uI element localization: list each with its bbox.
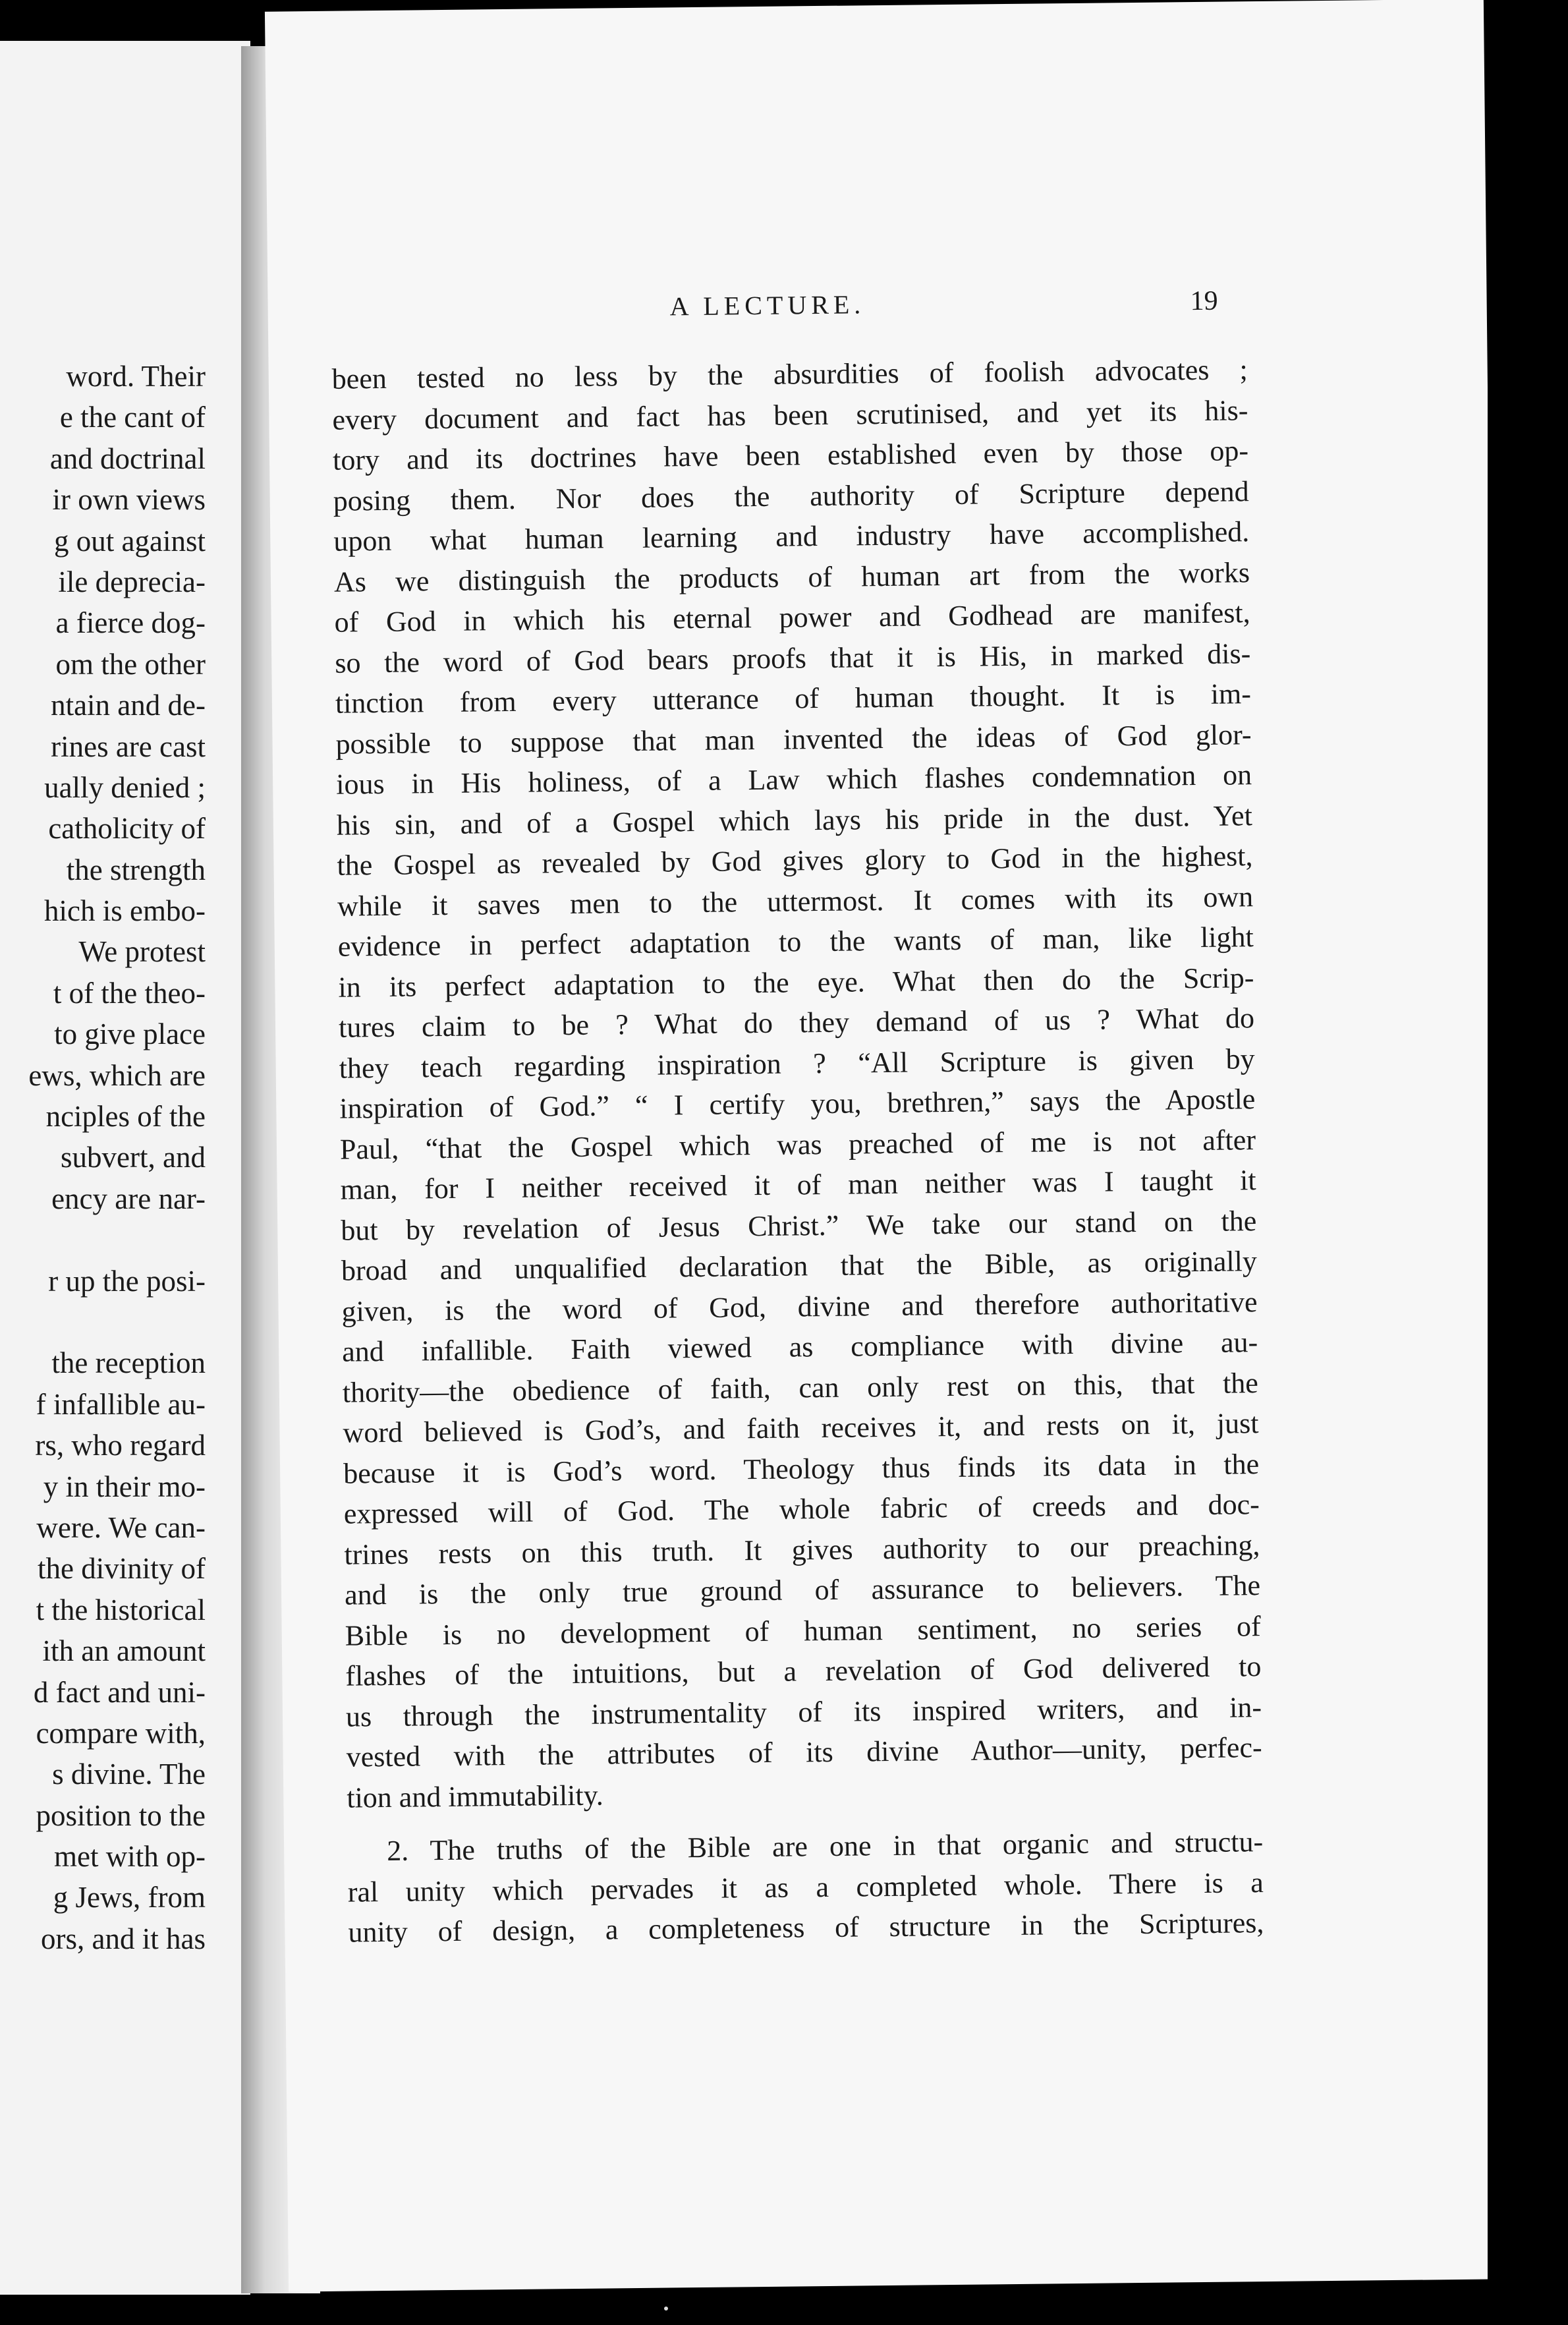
scan-speck [664, 2307, 668, 2311]
text-line: ntain and de- [51, 689, 206, 722]
text-line: tinction from every utterance of human thought. It is im- [335, 677, 1252, 720]
text-line: the strength [66, 853, 206, 886]
text-line: ral unity which pervades it as a completed whole. There is a [347, 1866, 1264, 1909]
text-line: position to the [36, 1798, 206, 1832]
text-line: unity of design, a completeness of structure in the Scriptures, [348, 1907, 1264, 1949]
running-head [267, 282, 1487, 334]
text-line: ors, and it has [41, 1922, 206, 1955]
text-line: ious in His holiness, of a Law which flashes condemnation on [335, 759, 1252, 801]
text-line: ith an amount [42, 1634, 206, 1668]
text-line: of God in which his eternal power and Godhead are manifest, [334, 596, 1250, 639]
text-line: g Jews, from [53, 1881, 206, 1914]
text-line: As we distinguish the products of human art from the works [333, 556, 1250, 598]
text-line: they teach regarding inspiration ? “All Scripture is given by [339, 1042, 1255, 1085]
text-line: inspiration of God.” “ I certify you, brethren,” says the Apostle [339, 1083, 1256, 1125]
text-line: his sin, and of a Gospel which lays his pride in the dust. Yet [336, 799, 1253, 842]
running-title: A LECTURE. [669, 289, 866, 322]
text-line: the reception [51, 1346, 206, 1380]
text-line: r up the posi- [48, 1264, 206, 1298]
text-line: man, for I neither received it of man neither was I taught it [340, 1164, 1256, 1206]
right-page-edge [1488, 0, 1568, 2325]
text-line: broad and unqualified declaration that the Bible, as originally [341, 1245, 1258, 1287]
text-line: s divine. The [52, 1758, 206, 1791]
text-line: in its perfect adaptation to the eye. What then do the Scrip- [338, 961, 1254, 1004]
text-line: while it saves men to the uttermost. It comes with its own [337, 880, 1254, 923]
text-line [0, 1219, 206, 1260]
text-line: and doctrinal [49, 442, 206, 475]
text-line: a fierce dog- [55, 606, 206, 640]
text-line: hich is embo- [44, 894, 206, 928]
text-line: word. Their [66, 360, 206, 393]
text-line: met with op- [54, 1840, 206, 1874]
text-line: because it is God’s word. Theology thus finds its data in the [343, 1447, 1260, 1490]
text-line: f infallible au- [36, 1387, 206, 1421]
text-line: to give place [54, 1018, 206, 1051]
text-line: but by revelation of Jesus Christ.” We take our stand on the [341, 1204, 1257, 1247]
text-line: every document and fact has been scrutinised, and yet its his- [332, 393, 1248, 436]
text-line: thority—the obedience of faith, can only rest on this, that the [342, 1366, 1259, 1409]
text-line: posing them. Nor does the authority of Scripture depend [333, 474, 1249, 517]
text-line: 2. The truths of the Bible are one in that organic and structu- [386, 1825, 1264, 1867]
body-text [331, 349, 1264, 1953]
right-page [265, 0, 1507, 2292]
text-line: e the cant of [59, 401, 206, 434]
text-line: d fact and uni- [33, 1675, 206, 1709]
text-line: the Gospel as revealed by God gives glory to God in the highest, [337, 840, 1253, 882]
text-line: flashes of the intuitions, but a revelation of God delivered to [345, 1650, 1262, 1692]
text-line: upon what human learning and industry have accomplished. [333, 515, 1250, 558]
left-page-text [0, 356, 206, 1959]
text-line: compare with, [36, 1716, 206, 1750]
text-line: so the word of God bears proofs that it is His, in marked dis- [335, 637, 1251, 679]
text-line: nciples of the [45, 1100, 206, 1134]
text-line: been tested no less by the absurdities of foolish advocates ; [331, 353, 1248, 395]
text-line: catholicity of [48, 812, 206, 846]
text-line: We protest [78, 935, 206, 969]
text-line: us through the instrumentality of its inspired writers, and in- [345, 1690, 1262, 1733]
text-line: Paul, “that the Gospel which was preached of me is not after [339, 1123, 1256, 1166]
paragraph-1 [331, 349, 1262, 1818]
paragraph-2 [347, 1822, 1264, 1953]
text-line: tures claim to be ? What do they demand of us ? What do [338, 1002, 1255, 1044]
text-line: vested with the attributes of its divine Author—unity, perfec- [346, 1731, 1262, 1773]
text-line [0, 1302, 206, 1342]
text-line: were. We can- [36, 1510, 206, 1544]
text-line: rines are cast [51, 730, 206, 763]
text-line: word believed is God’s, and faith receives it, and rests on it, just [343, 1407, 1259, 1449]
text-line: g out against [54, 524, 206, 558]
page-number: 19 [1190, 285, 1218, 317]
text-line: expressed will of God. The whole fabric of creeds and doc- [343, 1488, 1260, 1530]
text-line: tory and its doctrines have been established even by those op- [332, 434, 1249, 476]
text-line: ually denied ; [44, 770, 206, 804]
text-line: evidence in perfect adaptation to the wants of man, like light [337, 921, 1254, 963]
text-line: the divinity of [38, 1552, 206, 1586]
text-line: y in their mo- [43, 1470, 206, 1503]
text-line: possible to suppose that man invented the ideas of God glor- [335, 718, 1252, 761]
text-line: subvert, and [61, 1141, 206, 1174]
text-line: given, is the word of God, divine and therefore authoritative [341, 1285, 1258, 1328]
text-line: tion and immutability. [347, 1779, 604, 1814]
text-line: and is the only true ground of assurance to believers. The [344, 1569, 1261, 1611]
text-line: ir own views [52, 483, 206, 517]
text-line: ency are nar- [51, 1182, 206, 1215]
text-line: t of the theo- [53, 976, 206, 1010]
text-line: Bible is no development of human sentiment, no series of [345, 1609, 1261, 1652]
text-line: trines rests on this truth. It gives authority to our preaching, [344, 1528, 1260, 1571]
text-line: ews, which are [28, 1058, 206, 1092]
text-line: and infallible. Faith viewed as compliance with divine au- [341, 1326, 1258, 1368]
text-line: om the other [55, 647, 206, 681]
text-line: t the historical [36, 1593, 206, 1626]
text-line: rs, who regard [35, 1429, 206, 1462]
text-line: ile deprecia- [58, 565, 206, 598]
left-page [0, 41, 250, 2295]
